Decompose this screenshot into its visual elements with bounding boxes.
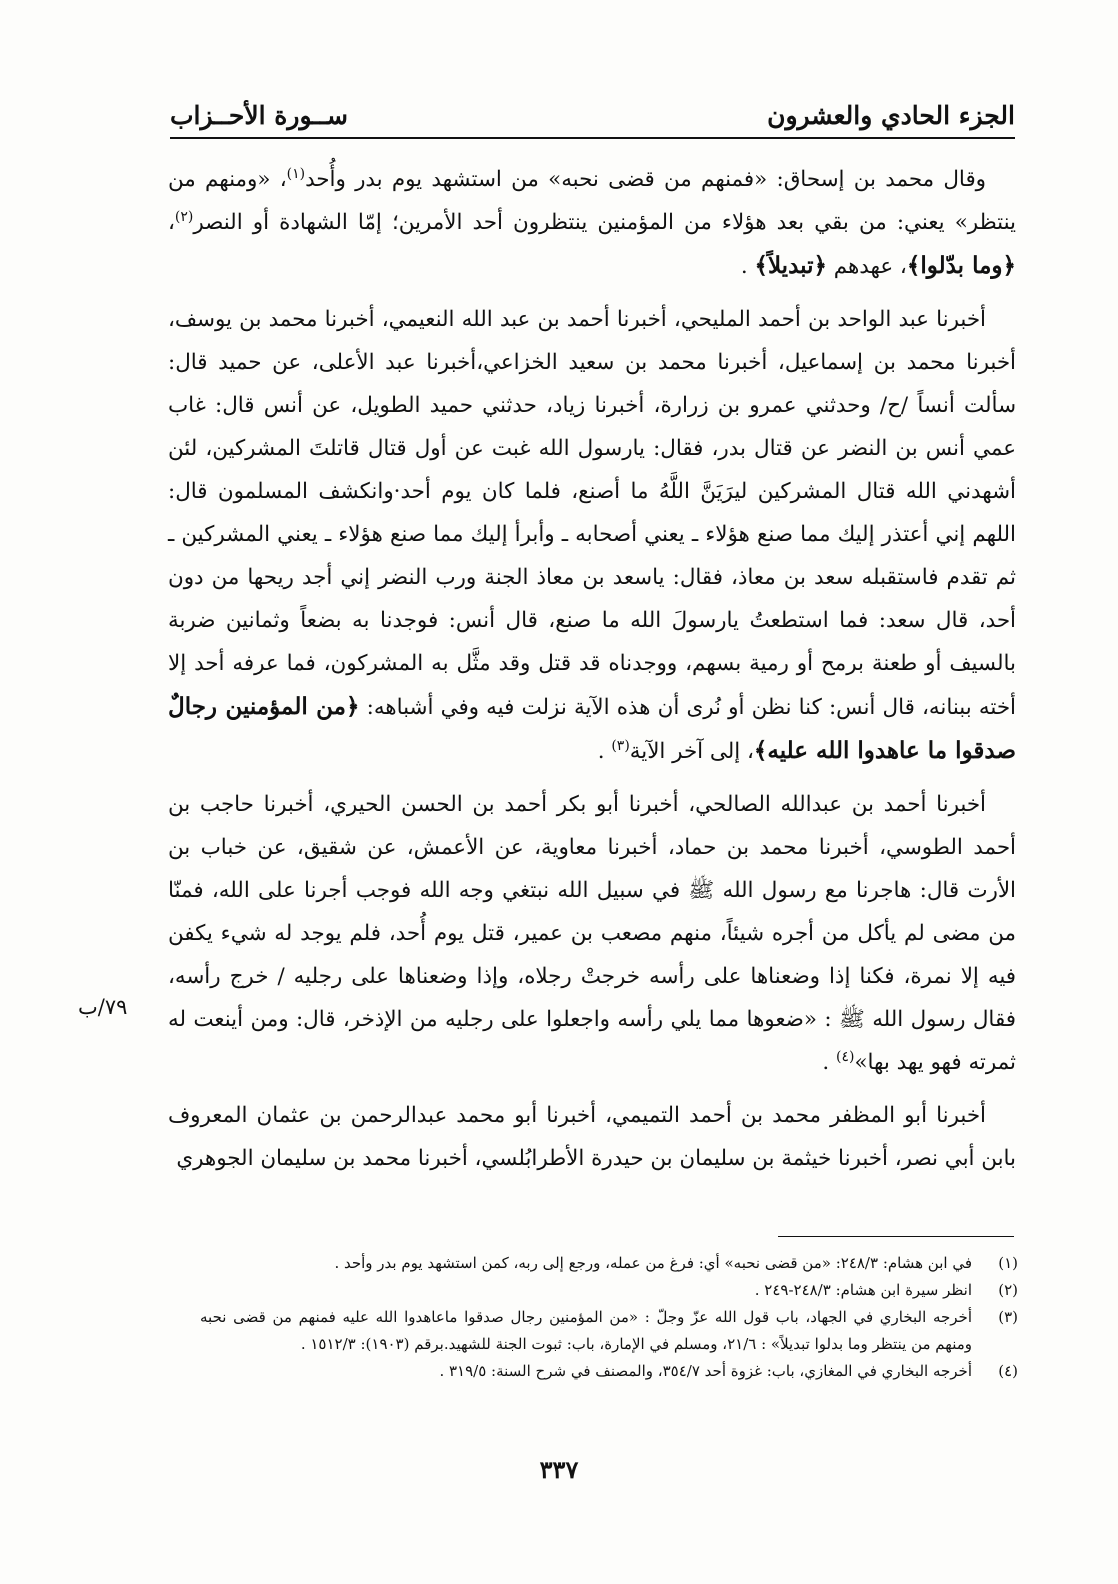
footnote [200,1250,1018,1277]
quran-quote: ﴿من المؤمنين رجالٌ صدقوا ما عاهدوا الله عليه﴾ [168,693,1016,764]
footnote [200,1304,1018,1358]
header-part-title: الجزء الحادي والعشرون [767,101,1015,130]
footnote-reference: (٣) [611,737,630,754]
paragraph-text: وقال محمد بن إسحاق: «فمنهم من قضى نحبه» من استشهد يوم بدر وأُحد [305,167,986,192]
body-text [168,158,1016,1190]
quran-quote: ﴿وما بدّلوا﴾ [906,252,1016,279]
footnote-reference: (٤) [835,1048,855,1065]
footnote-rule [778,1236,1014,1237]
header-surah-title: ســورة الأحــزاب [170,101,348,130]
footnotes [200,1250,1018,1385]
footnote-number: (١) [998,1254,1018,1272]
header-rule [170,137,1015,139]
quran-quote: ﴿تبديلاً﴾ [754,252,827,279]
paragraph [168,158,1016,288]
margin-note: ٧٩/ب [78,995,128,1019]
footnote-text: أخرجه البخاري في المغازي، باب: غزوة أحد ٣٥٤/٧، والمصنف في شرح السنة: ٣١٩/٥ . [439,1362,972,1380]
paragraph-text: ، «ومنهم من ينتظر» يعني: من بقي بعد هؤلاء من المؤمنين ينتظرون أحد الأمرين؛ إمّا الشهادة أو النصر [168,167,1016,235]
footnote-text: أخرجه البخاري في الجهاد، باب قول الله عزّ وجلّ : «من المؤمنين رجال صدقوا ماعاهدوا الله عليه فمنهم من قضى نحبه ومنهم من ينتظر وما بدلوا تبديلاً» : ٢١/٦، ومسلم في الإمارة، باب: ثبوت الجنة للشهيد.برقم (١٩٠٣): ١٥١٢/٣ . [200,1308,972,1353]
footnote [200,1358,1018,1385]
paragraph-text: . [822,1050,836,1075]
paragraph-text: ، [168,210,175,235]
running-header [170,78,1015,130]
footnote-text: في ابن هشام: ٢٤٨/٣: «من قضى نحبه» أي: فرغ من عمله، ورجع إلى ربه، كمن استشهد يوم بدر وأحد . [334,1254,972,1272]
footnote-reference: (١) [286,165,306,182]
paragraph-text: . [597,739,612,764]
page-number: ٣٣٧ [539,1455,579,1484]
footnote-number: (٢) [998,1281,1018,1299]
footnote [200,1277,1018,1304]
paragraph-text: أخبرنا أحمد بن عبدالله الصالحي، أخبرنا أبو بكر أحمد بن الحسن الحيري، أخبرنا حاجب بن أحمد الطوسي، أخبرنا محمد بن حماد، أخبرنا معاوية، عن الأعمش، عن شقيق، عن خباب بن الأرت قال: هاجرنا مع رسول الله ﷺ في سبيل الله نبتغي وجه الله فوجب أجرنا على الله، فمنّا من مضى لم يأكل من أجره شيئاً، منهم مصعب بن عمير، قتل يوم أُحد، فلم يوجد له شيء يكفن فيه إلا نمرة، فكنا إذا وضعناها على رأسه خرجتْ رجلاه، وإذا وضعناها على رجليه / خرج رأسه، فقال رسول الله ﷺ : «ضعوها مما يلي رأسه واجعلوا على رجليه من الإذخر، قال: ومن أينعت له ثمرته فهو يهد بها» [168,792,1016,1075]
paragraph-text: أخبرنا أبو المظفر محمد بن أحمد التميمي، أخبرنا أبو محمد عبدالرحمن بن عثمان المعروف بابن أبي نصر، أخبرنا خيثمة بن سليمان بن حيدرة الأطرابُلسي، أخبرنا محمد بن سليمان الجوهري [168,1103,1016,1171]
paragraph-text: ، إلى آخر الآية [629,739,754,764]
footnote-text: انظر سيرة ابن هشام: ٢٤٨/٣-٢٤٩ . [754,1281,972,1299]
paragraph-text: ، عهدهم [826,254,907,279]
paragraph-text: . [740,254,755,279]
paragraph-text: أخبرنا عبد الواحد بن أحمد المليحي، أخبرنا أحمد بن عبد الله النعيمي، أخبرنا محمد بن يوسف، أخبرنا محمد بن إسماعيل، أخبرنا محمد بن سعيد الخزاعي،أخبرنا عبد الأعلى، عن حميد قال: سألت أنساً /ح/ وحدثني عمرو بن زرارة، أخبرنا زياد، حدثني حميد الطويل، عن أنس قال: غاب عمي أنس بن النضر عن قتال بدر، فقال: يارسول الله غبت عن أول قتال قاتلتَ المشركين، لئن أشهدني الله قتال المشركين ليرَيَنَّ اللَّهُ ما أصنع، فلما كان يوم أحد·وانكشف المسلمون قال: اللهم إني أعتذر إليك مما صنع هؤلاء ـ يعني أصحابه ـ وأبرأ إليك مما صنع هؤلاء ـ يعني المشركين ـ ثم تقدم فاستقبله سعد بن معاذ، فقال: ياسعد بن معاذ الجنة ورب النضر إني أجد ريحها من دون أحد، قال سعد: فما استطعتُ يارسولَ الله ما صنع، قال أنس: فوجدنا به بضعاً وثمانين ضربة بالسيف أو طعنة برمح أو رمية بسهم، ووجدناه قد قتل وقد مثَّل به المشركون، فما عرفه أحد إلا أخته ببنانه، قال أنس: كنا نظن أو نُرى أن هذه الآية نزلت فيه وفي أشباهه: [168,307,1016,720]
footnote-number: (٣) [998,1308,1018,1326]
paragraph [168,783,1016,1084]
footnote-number: (٤) [998,1362,1018,1380]
paragraph [168,1094,1016,1180]
paragraph [168,298,1016,773]
footnote-reference: (٢) [174,208,194,225]
